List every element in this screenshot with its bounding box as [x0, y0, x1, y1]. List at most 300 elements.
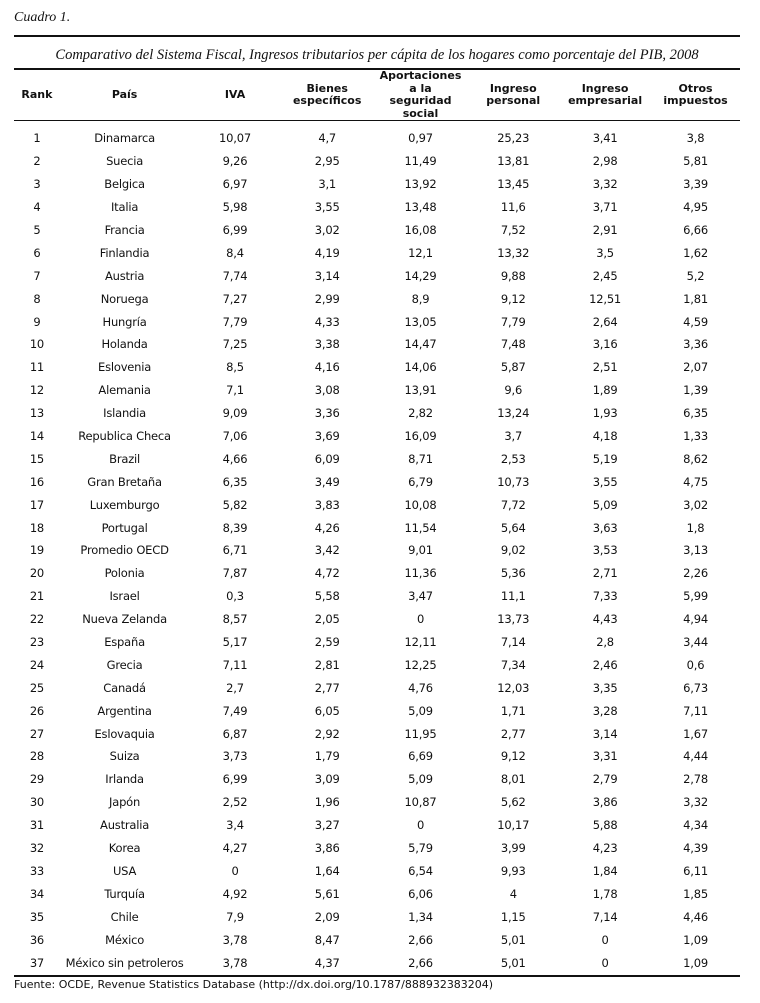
- cell-otros-impuestos: 2,78: [683, 772, 708, 787]
- cell-iva: 6,99: [222, 223, 248, 237]
- cell-pais: Turquía: [104, 886, 145, 901]
- table-row: [14, 356, 740, 379]
- source-note: Fuente: OCDE, Revenue Statistics Database (http://dx.doi.org/10.1787/888932383204): [14, 978, 494, 991]
- cell-rank: 21: [29, 589, 45, 604]
- cell-ingreso-empresarial: 3,31: [592, 749, 618, 764]
- cell-bienes-especificos: 4,33: [314, 314, 340, 329]
- cell-iva: 7,79: [222, 314, 248, 329]
- cell-iva: 10,07: [219, 131, 251, 146]
- table-row: [14, 928, 740, 951]
- cell-pais: Finlandia: [99, 245, 150, 260]
- cell-rank: 22: [29, 612, 45, 627]
- table-row: [14, 814, 740, 837]
- cell-ingreso-personal: 7,52: [500, 223, 526, 237]
- cell-aportaciones-seguridad-social: 11,54: [404, 520, 437, 535]
- cell-rank: 20: [29, 566, 45, 581]
- cell-bienes-especificos: 3,55: [314, 200, 340, 215]
- cell-rank: 12: [29, 383, 45, 398]
- cell-ingreso-empresarial: 3,35: [592, 680, 618, 695]
- cell-iva: 6,71: [222, 543, 248, 558]
- cell-bienes-especificos: 3,42: [314, 543, 340, 558]
- cell-ingreso-empresarial: 0: [601, 955, 609, 970]
- table-row: [14, 493, 740, 516]
- cell-ingreso-empresarial: 1,93: [592, 406, 618, 421]
- cell-pais: Italia: [110, 200, 139, 215]
- cell-iva: 3,78: [222, 932, 248, 947]
- cell-rank: 5: [33, 223, 41, 237]
- cell-iva: 0: [231, 863, 239, 878]
- cell-bienes-especificos: 3,38: [314, 337, 340, 352]
- cell-iva: 7,27: [222, 291, 248, 306]
- cell-aportaciones-seguridad-social: 1,34: [408, 909, 433, 924]
- cell-ingreso-empresarial: 2,64: [592, 314, 618, 329]
- cell-iva: 6,35: [222, 474, 248, 489]
- cell-otros-impuestos: 2,07: [683, 360, 708, 375]
- table-row: [14, 447, 740, 470]
- cell-ingreso-personal: 9,93: [500, 863, 526, 878]
- cell-ingreso-empresarial: 2,51: [592, 360, 618, 375]
- cell-ingreso-personal: 13,73: [497, 612, 530, 627]
- cell-iva: 8,4: [226, 245, 244, 260]
- cell-ingreso-empresarial: 5,19: [592, 451, 618, 466]
- cell-otros-impuestos: 6,11: [683, 863, 708, 878]
- cell-iva: 2,7: [226, 680, 244, 695]
- cell-otros-impuestos: 3,13: [683, 543, 708, 558]
- cell-ingreso-personal: 2,53: [500, 451, 526, 466]
- cell-ingreso-personal: 9,88: [500, 268, 526, 283]
- cell-iva: 6,99: [222, 772, 248, 787]
- table-caption: Cuadro 1.: [14, 10, 71, 25]
- table-row: [14, 539, 740, 562]
- cell-ingreso-empresarial: 1,89: [592, 383, 618, 398]
- cell-otros-impuestos: 4,59: [683, 314, 708, 329]
- cell-iva: 7,87: [222, 566, 248, 581]
- cell-otros-impuestos: 4,95: [683, 200, 708, 215]
- cell-bienes-especificos: 5,61: [314, 886, 340, 901]
- cell-bienes-especificos: 1,64: [314, 863, 340, 878]
- cell-pais: Belgica: [104, 177, 145, 192]
- cell-otros-impuestos: 5,99: [683, 589, 708, 604]
- cell-aportaciones-seguridad-social: 10,87: [404, 795, 437, 810]
- cell-pais: México: [105, 932, 145, 947]
- cell-iva: 8,5: [226, 360, 244, 375]
- table-row: [14, 150, 740, 173]
- cell-ingreso-personal: 5,01: [500, 955, 526, 970]
- cell-bienes-especificos: 3,83: [314, 497, 340, 512]
- cell-iva: 5,17: [222, 635, 248, 650]
- cell-iva: 2,52: [222, 795, 248, 810]
- cell-bienes-especificos: 2,95: [314, 154, 340, 169]
- cell-ingreso-empresarial: 5,09: [592, 497, 618, 512]
- cell-pais: USA: [112, 863, 137, 878]
- cell-ingreso-empresarial: 12,51: [589, 291, 622, 306]
- cell-iva: 3,73: [222, 749, 248, 764]
- table-row: [14, 585, 740, 608]
- cell-otros-impuestos: 1,8: [686, 520, 705, 535]
- cell-otros-impuestos: 7,11: [683, 703, 708, 718]
- cell-pais: Hungría: [102, 314, 147, 329]
- table-row: [14, 745, 740, 768]
- cell-pais: México sin petroleros: [65, 955, 184, 970]
- table-row: [14, 676, 740, 699]
- column-header-pais: País: [111, 87, 138, 101]
- header-row: [14, 70, 740, 121]
- cell-pais: Canadá: [103, 680, 146, 695]
- cell-aportaciones-seguridad-social: 16,09: [404, 429, 437, 444]
- cell-ingreso-personal: 7,14: [500, 635, 526, 650]
- cell-bienes-especificos: 4,72: [314, 566, 340, 581]
- cell-ingreso-empresarial: 3,28: [592, 703, 618, 718]
- table-row: [14, 196, 740, 219]
- cell-pais: Islandia: [103, 406, 146, 421]
- cell-otros-impuestos: 3,44: [683, 635, 708, 650]
- cell-ingreso-empresarial: 3,53: [592, 543, 618, 558]
- table-row: [14, 264, 740, 287]
- table-row: [14, 699, 740, 722]
- cell-aportaciones-seguridad-social: 13,05: [404, 314, 437, 329]
- cell-otros-impuestos: 6,66: [683, 223, 708, 237]
- cell-rank: 33: [29, 863, 45, 878]
- cell-aportaciones-seguridad-social: 9,01: [408, 543, 433, 558]
- cell-ingreso-personal: 8,01: [500, 772, 526, 787]
- cell-iva: 3,4: [226, 818, 244, 833]
- cell-ingreso-empresarial: 0: [601, 932, 609, 947]
- cell-aportaciones-seguridad-social: 12,11: [404, 635, 437, 650]
- cell-rank: 11: [29, 360, 45, 375]
- cell-rank: 27: [29, 726, 45, 741]
- cell-aportaciones-seguridad-social: 4,76: [408, 680, 433, 695]
- cell-ingreso-personal: 25,23: [497, 131, 530, 146]
- cell-iva: 8,39: [222, 520, 248, 535]
- cell-rank: 10: [29, 337, 45, 352]
- cell-ingreso-empresarial: 3,41: [592, 131, 618, 146]
- cell-otros-impuestos: 1,85: [683, 886, 708, 901]
- cell-ingreso-empresarial: 4,23: [592, 841, 618, 856]
- cell-ingreso-personal: 5,36: [500, 566, 526, 581]
- cell-bienes-especificos: 4,16: [314, 360, 340, 375]
- cell-pais: Noruega: [100, 291, 149, 306]
- cell-rank: 15: [29, 451, 45, 466]
- cell-ingreso-empresarial: 2,8: [596, 635, 614, 650]
- cell-aportaciones-seguridad-social: 10,08: [404, 497, 437, 512]
- cell-iva: 7,74: [222, 268, 248, 283]
- cell-ingreso-personal: 7,48: [500, 337, 526, 352]
- cell-bienes-especificos: 3,49: [314, 474, 340, 489]
- cell-otros-impuestos: 3,36: [683, 337, 708, 352]
- cell-otros-impuestos: 8,62: [683, 451, 708, 466]
- cell-iva: 0,3: [226, 589, 244, 604]
- cell-otros-impuestos: 4,44: [683, 749, 708, 764]
- cell-aportaciones-seguridad-social: 5,79: [408, 841, 433, 856]
- cell-rank: 2: [33, 154, 41, 169]
- cell-otros-impuestos: 6,73: [683, 680, 708, 695]
- cell-pais: Suecia: [106, 154, 144, 169]
- cell-bienes-especificos: 4,37: [314, 955, 340, 970]
- cell-rank: 19: [29, 543, 45, 558]
- cell-otros-impuestos: 1,39: [683, 383, 708, 398]
- cell-iva: 9,09: [222, 406, 248, 421]
- cell-aportaciones-seguridad-social: 13,48: [404, 200, 437, 215]
- cell-pais: Francia: [104, 223, 145, 237]
- table-row: [14, 562, 740, 585]
- cell-otros-impuestos: 1,81: [683, 291, 708, 306]
- cell-iva: 5,98: [222, 200, 248, 215]
- cell-ingreso-personal: 5,64: [500, 520, 526, 535]
- cell-pais: Luxemburgo: [89, 497, 160, 512]
- table-row: [14, 121, 740, 150]
- fiscal-table: [14, 70, 740, 974]
- cell-rank: 31: [29, 818, 45, 833]
- cell-rank: 32: [29, 841, 45, 856]
- cell-pais: Gran Bretaña: [87, 474, 162, 489]
- cell-iva: 5,82: [222, 497, 248, 512]
- cell-otros-impuestos: 1,62: [683, 245, 708, 260]
- cell-ingreso-empresarial: 3,63: [592, 520, 618, 535]
- cell-ingreso-personal: 13,81: [497, 154, 530, 169]
- cell-ingreso-empresarial: 2,91: [592, 223, 618, 237]
- cell-otros-impuestos: 6,35: [683, 406, 708, 421]
- cell-ingreso-personal: 3,7: [504, 429, 523, 444]
- cell-rank: 13: [29, 406, 45, 421]
- cell-otros-impuestos: 1,33: [683, 429, 708, 444]
- cell-otros-impuestos: 4,75: [683, 474, 708, 489]
- cell-otros-impuestos: 5,2: [686, 268, 705, 283]
- cell-pais: Promedio OECD: [80, 543, 169, 558]
- cell-bienes-especificos: 6,09: [314, 451, 340, 466]
- cell-pais: Japón: [109, 795, 141, 810]
- cell-ingreso-personal: 5,62: [500, 795, 526, 810]
- cell-ingreso-personal: 1,71: [500, 703, 526, 718]
- cell-ingreso-empresarial: 2,98: [592, 154, 618, 169]
- cell-otros-impuestos: 1,09: [683, 955, 708, 970]
- cell-aportaciones-seguridad-social: 11,95: [404, 726, 437, 741]
- cell-rank: 7: [33, 268, 41, 283]
- cell-aportaciones-seguridad-social: 13,92: [404, 177, 437, 192]
- cell-ingreso-personal: 11,6: [500, 200, 526, 215]
- cell-rank: 18: [29, 520, 45, 535]
- cell-pais: Suiza: [109, 749, 140, 764]
- cell-ingreso-empresarial: 3,16: [592, 337, 618, 352]
- cell-bienes-especificos: 3,02: [314, 223, 340, 237]
- cell-bienes-especificos: 3,09: [314, 772, 340, 787]
- table-row: [14, 653, 740, 676]
- cell-bienes-especificos: 6,05: [314, 703, 340, 718]
- cell-bienes-especificos: 3,86: [314, 841, 340, 856]
- cell-ingreso-empresarial: 2,79: [592, 772, 618, 787]
- cell-aportaciones-seguridad-social: 3,47: [408, 589, 433, 604]
- column-header-ingreso-personal: Ingreso personal: [486, 81, 541, 107]
- cell-iva: 9,26: [222, 154, 248, 169]
- cell-pais: Korea: [108, 841, 141, 856]
- cell-pais: Dinamarca: [94, 131, 155, 146]
- cell-ingreso-personal: 7,72: [500, 497, 526, 512]
- cell-ingreso-empresarial: 4,18: [592, 429, 618, 444]
- cell-ingreso-personal: 13,32: [497, 245, 530, 260]
- cell-bienes-especificos: 5,58: [314, 589, 340, 604]
- cell-rank: 4: [33, 200, 41, 215]
- cell-bienes-especificos: 3,36: [314, 406, 340, 421]
- cell-aportaciones-seguridad-social: 5,09: [408, 703, 433, 718]
- cell-ingreso-empresarial: 3,71: [592, 200, 618, 215]
- column-header-bienes-especificos: Bienes específicos: [292, 81, 362, 107]
- cell-bienes-especificos: 4,26: [314, 520, 340, 535]
- cell-ingreso-personal: 1,15: [500, 909, 526, 924]
- cell-iva: 7,11: [222, 657, 248, 672]
- cell-bienes-especificos: 2,59: [314, 635, 340, 650]
- cell-otros-impuestos: 3,02: [683, 497, 708, 512]
- cell-ingreso-personal: 2,77: [500, 726, 526, 741]
- cell-otros-impuestos: 3,39: [683, 177, 708, 192]
- cell-otros-impuestos: 4,94: [683, 612, 708, 627]
- cell-rank: 1: [33, 131, 41, 146]
- cell-bienes-especificos: 3,1: [318, 177, 337, 192]
- cell-rank: 6: [33, 245, 41, 260]
- cell-iva: 7,25: [222, 337, 248, 352]
- cell-aportaciones-seguridad-social: 8,71: [408, 451, 433, 466]
- cell-iva: 7,9: [226, 909, 244, 924]
- cell-bienes-especificos: 4,7: [318, 131, 337, 146]
- table-row: [14, 333, 740, 356]
- cell-rank: 35: [29, 909, 45, 924]
- cell-rank: 37: [29, 955, 45, 970]
- cell-pais: Eslovenia: [98, 360, 152, 375]
- table-row: [14, 310, 740, 333]
- cell-pais: Nueva Zelanda: [82, 612, 167, 627]
- cell-pais: España: [104, 635, 145, 650]
- cell-iva: 3,78: [222, 955, 248, 970]
- cell-rank: 24: [29, 657, 45, 672]
- cell-otros-impuestos: 4,34: [683, 818, 708, 833]
- cell-aportaciones-seguridad-social: 6,06: [408, 886, 433, 901]
- cell-ingreso-personal: 13,24: [497, 406, 530, 421]
- cell-ingreso-empresarial: 5,88: [592, 818, 618, 833]
- cell-rank: 23: [29, 635, 45, 650]
- cell-iva: 4,66: [222, 451, 248, 466]
- cell-pais: Chile: [110, 909, 139, 924]
- table-row: [14, 837, 740, 860]
- top-rule: [14, 35, 740, 37]
- table-row: [14, 173, 740, 196]
- bottom-rule: [14, 975, 740, 977]
- cell-rank: 25: [29, 680, 45, 695]
- table-row: [14, 516, 740, 539]
- cell-aportaciones-seguridad-social: 5,09: [408, 772, 433, 787]
- cell-aportaciones-seguridad-social: 11,49: [404, 154, 437, 169]
- table-row: [14, 722, 740, 745]
- cell-ingreso-personal: 13,45: [497, 177, 530, 192]
- cell-otros-impuestos: 4,46: [683, 909, 708, 924]
- cell-ingreso-empresarial: 2,46: [592, 657, 618, 672]
- cell-ingreso-empresarial: 3,5: [596, 245, 614, 260]
- cell-iva: 7,49: [222, 703, 248, 718]
- table-row: [14, 425, 740, 448]
- cell-ingreso-empresarial: 4,43: [592, 612, 618, 627]
- cell-bienes-especificos: 2,77: [314, 680, 340, 695]
- table-row: [14, 241, 740, 264]
- cell-ingreso-personal: 10,73: [497, 474, 530, 489]
- cell-rank: 34: [29, 886, 45, 901]
- cell-bienes-especificos: 2,92: [314, 726, 340, 741]
- cell-aportaciones-seguridad-social: 13,91: [404, 383, 437, 398]
- cell-bienes-especificos: 3,14: [314, 268, 340, 283]
- cell-iva: 4,92: [222, 886, 248, 901]
- cell-pais: Argentina: [97, 703, 152, 718]
- cell-pais: Grecia: [106, 657, 143, 672]
- cell-otros-impuestos: 3,8: [686, 131, 705, 146]
- cell-rank: 30: [29, 795, 45, 810]
- cell-ingreso-personal: 7,79: [500, 314, 526, 329]
- cell-ingreso-personal: 9,02: [500, 543, 526, 558]
- cell-rank: 17: [29, 497, 45, 512]
- table-row: [14, 860, 740, 883]
- cell-ingreso-personal: 4: [509, 886, 517, 901]
- cell-otros-impuestos: 4,39: [683, 841, 708, 856]
- cell-aportaciones-seguridad-social: 0: [416, 818, 425, 833]
- cell-aportaciones-seguridad-social: 6,79: [408, 474, 433, 489]
- cell-bienes-especificos: 8,47: [314, 932, 340, 947]
- cell-ingreso-personal: 9,12: [500, 291, 526, 306]
- cell-bienes-especificos: 3,27: [314, 818, 340, 833]
- cell-ingreso-empresarial: 2,71: [592, 566, 618, 581]
- cell-aportaciones-seguridad-social: 2,66: [408, 955, 433, 970]
- cell-ingreso-personal: 5,87: [500, 360, 526, 375]
- cell-pais: Portugal: [101, 520, 148, 535]
- column-header-ingreso-empresarial: Ingreso empresarial: [568, 81, 643, 107]
- table-row: [14, 951, 740, 974]
- cell-ingreso-personal: 11,1: [500, 589, 526, 604]
- cell-iva: 7,1: [226, 383, 244, 398]
- table-title: Comparativo del Sistema Fiscal, Ingresos tributarios per cápita de los hogares como porcentaje del PIB, 2008: [55, 47, 699, 63]
- table-row: [14, 905, 740, 928]
- cell-pais: Alemania: [98, 383, 151, 398]
- cell-ingreso-empresarial: 7,14: [592, 909, 618, 924]
- cell-aportaciones-seguridad-social: 6,69: [408, 749, 433, 764]
- cell-ingreso-empresarial: 3,55: [592, 474, 618, 489]
- cell-ingreso-empresarial: 2,45: [592, 268, 618, 283]
- cell-rank: 8: [33, 291, 41, 306]
- cell-rank: 3: [33, 177, 41, 192]
- cell-pais: Eslovaquia: [94, 726, 155, 741]
- cell-aportaciones-seguridad-social: 6,54: [408, 863, 433, 878]
- cell-bienes-especificos: 2,81: [314, 657, 340, 672]
- table-row: [14, 791, 740, 814]
- cell-aportaciones-seguridad-social: 11,36: [404, 566, 437, 581]
- cell-bienes-especificos: 3,08: [314, 383, 340, 398]
- cell-aportaciones-seguridad-social: 14,47: [404, 337, 437, 352]
- cell-ingreso-empresarial: 1,78: [592, 886, 618, 901]
- cell-ingreso-empresarial: 7,33: [592, 589, 618, 604]
- cell-aportaciones-seguridad-social: 2,66: [408, 932, 433, 947]
- cell-ingreso-personal: 5,01: [500, 932, 526, 947]
- column-header-rank: Rank: [21, 87, 53, 101]
- table-row: [14, 608, 740, 631]
- cell-rank: 9: [33, 314, 41, 329]
- cell-iva: 4,27: [222, 841, 248, 856]
- table-row: [14, 287, 740, 310]
- column-header-aportaciones-seguridad-social: Aportaciones a la seguridad social: [379, 69, 462, 120]
- column-header-iva: IVA: [224, 87, 246, 101]
- cell-pais: Holanda: [101, 337, 148, 352]
- cell-iva: 7,06: [222, 429, 248, 444]
- cell-aportaciones-seguridad-social: 14,29: [404, 268, 437, 283]
- cell-otros-impuestos: 3,32: [683, 795, 708, 810]
- cell-rank: 29: [29, 772, 45, 787]
- table-row: [14, 470, 740, 493]
- cell-ingreso-empresarial: 3,14: [592, 726, 618, 741]
- cell-bienes-especificos: 2,99: [314, 291, 340, 306]
- cell-ingreso-empresarial: 1,84: [592, 863, 618, 878]
- cell-otros-impuestos: 0,6: [686, 657, 705, 672]
